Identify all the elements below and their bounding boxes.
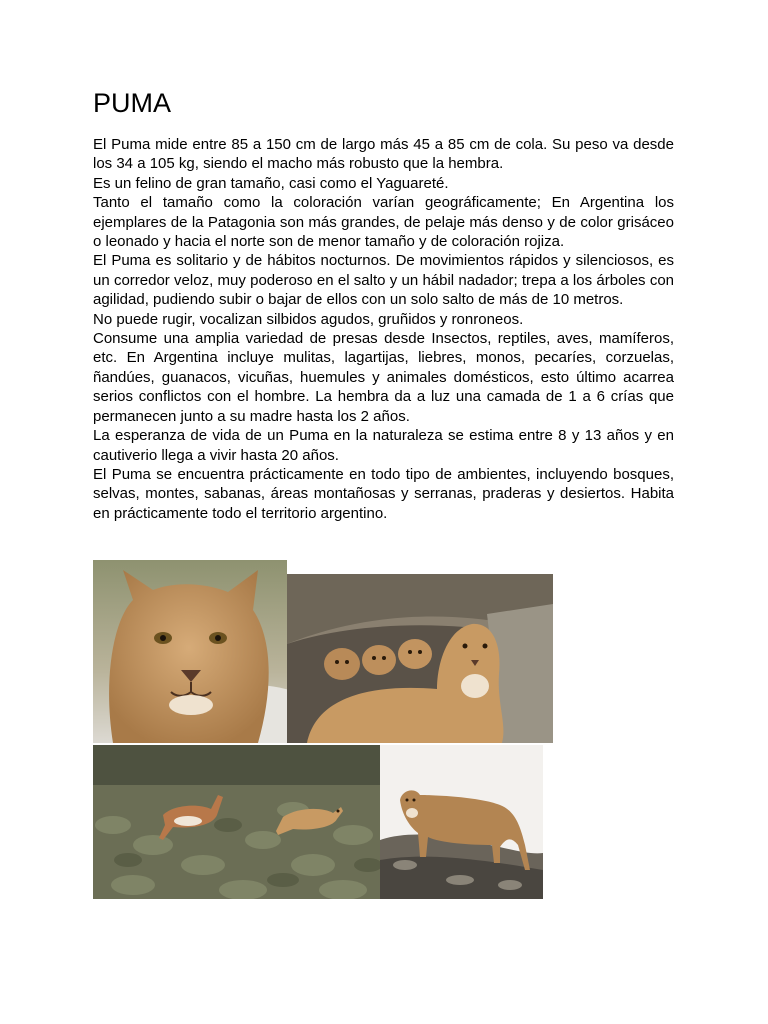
paragraph-lifespan: La esperanza de vida de un Puma en la naturaleza se estima entre 8 y 13 años y en cautiverio llega a vivir hasta 20 años. — [93, 427, 674, 464]
page-title: PUMA — [93, 88, 172, 118]
paragraph-comparison: Es un felino de gran tamaño, casi como el Yaguareté. — [93, 174, 449, 192]
puma-face-photo — [93, 560, 287, 743]
paragraph-geography: Tanto el tamaño como la coloración varían geográficamente; En Argentina los ejemplares de la Patagonia son más grandes, de pelaje más denso y de color grisáceo o leonado y hacia el norte son de menor tamaño y de coloración rojiza. — [93, 194, 674, 251]
puma-standing-photo — [380, 745, 543, 899]
paragraph-size: El Puma mide entre 85 a 150 cm de largo más 45 a 85 cm de cola. Su peso va desde los 34 a 105 kg, siendo el macho más robusto que la hembra. — [93, 136, 674, 173]
paragraph-diet: Consume una amplia variedad de presas desde Insectos, reptiles, aves, mamíferos, etc. En Argentina incluye mulitas, lagartijas, liebres, monos, pecaríes, corzuelas, ñandúes, guanacos, vicuñas, huemules y animales domésticos, esto último acarrea serios conflictos con el hombre. La hembra da a luz una camada de 1 a 6 crías que permanecen junto a su madre hasta los 2 años. — [93, 330, 674, 425]
puma-hunting-photo — [93, 745, 380, 899]
paragraph-vocalization: No puede rugir, vocalizan silbidos agudos, gruñidos y ronroneos. — [93, 310, 524, 328]
body-text — [93, 135, 674, 523]
paragraph-habitat: El Puma se encuentra prácticamente en todo tipo de ambientes, incluyendo bosques, selvas, montes, sabanas, áreas montañosas y serranas, praderas y desiertos. Habita en prácticamente todo el territorio argentino. — [93, 465, 674, 522]
paragraph-habits: El Puma es solitario y de hábitos nocturnos. De movimientos rápidos y silenciosos, es un corredor veloz, muy poderoso en el salto y un hábil nadador; trepa a los árboles con agilidad, pudiendo subir o bajar de ellos con un solo salto de más de 10 metros. — [93, 252, 674, 309]
puma-with-cubs-photo — [287, 574, 553, 743]
